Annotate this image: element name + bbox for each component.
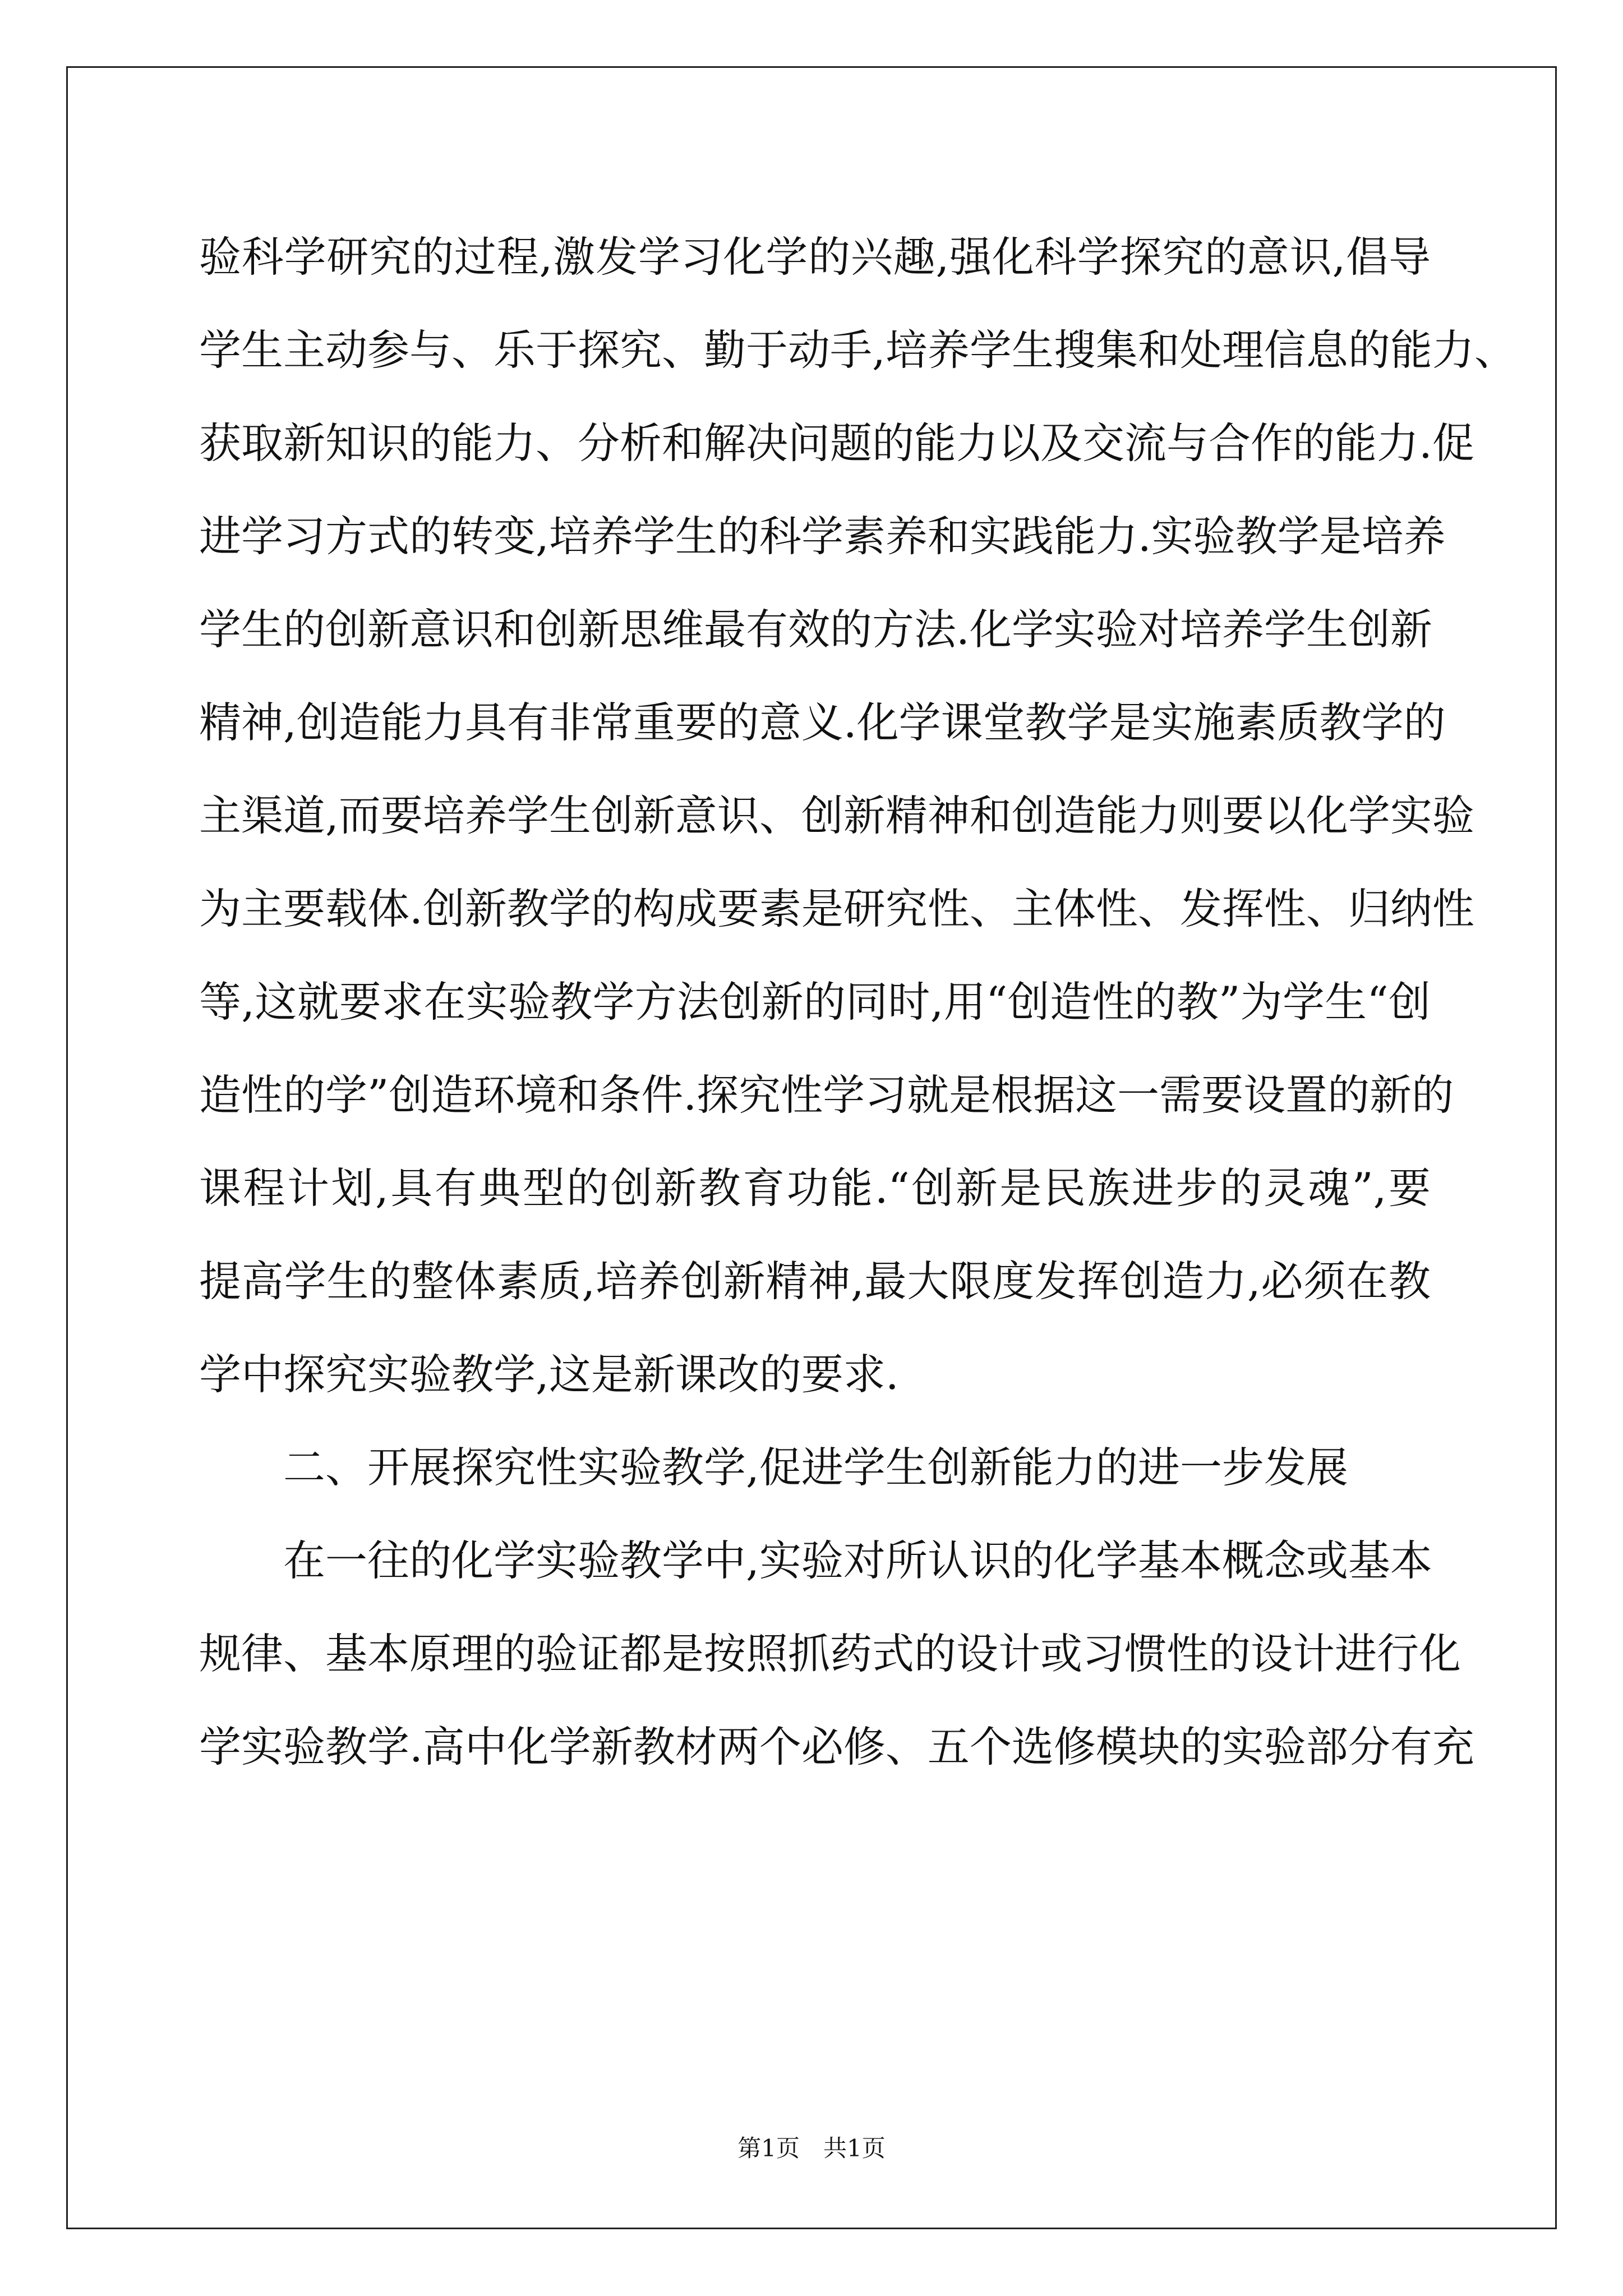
document-body	[199, 210, 1516, 1793]
section-heading: 二、开展探究性实验教学,促进学生创新能力的进一步发展	[283, 1443, 1348, 1492]
body-line: 学中探究实验教学,这是新课改的要求.	[199, 1350, 899, 1399]
body-line: 进学习方式的转变,培养学生的科学素养和实践能力.实验教学是培养	[199, 512, 1446, 561]
body-line: 学实验教学.高中化学新教材两个必修、五个选修模块的实验部分有充	[199, 1722, 1474, 1772]
body-line: 规律、基本原理的验证都是按照抓药式的设计或习惯性的设计进行化	[199, 1629, 1461, 1678]
body-line: 获取新知识的能力、分析和解决问题的能力以及交流与合作的能力.促	[199, 418, 1474, 468]
page-number-footer: 第1页 共1页	[737, 2134, 886, 2162]
body-line: 提高学生的整体素质,培养创新精神,最大限度发挥创造力,必须在教	[199, 1257, 1431, 1306]
body-line: 学生主动参与、乐于探究、勤于动手,培养学生搜集和处理信息的能力、	[199, 325, 1516, 375]
body-line: 学生的创新意识和创新思维最有效的方法.化学实验对培养学生创新	[199, 605, 1432, 654]
body-line: 等,这就要求在实验教学方法创新的同时,用“创造性的教”为学生“创	[199, 977, 1431, 1027]
body-line: 为主要载体.创新教学的构成要素是研究性、主体性、发挥性、归纳性	[199, 884, 1474, 933]
body-line: 精神,创造能力具有非常重要的意义.化学课堂教学是实施素质教学的	[199, 698, 1446, 747]
body-line: 在一往的化学实验教学中,实验对所认识的化学基本概念或基本	[283, 1536, 1432, 1585]
body-line: 课程计划,具有典型的创新教育功能.“创新是民族进步的灵魂”,要	[199, 1163, 1431, 1213]
body-line: 主渠道,而要培养学生创新意识、创新精神和创造能力则要以化学实验	[199, 791, 1474, 840]
body-line: 验科学研究的过程,激发学习化学的兴趣,强化科学探究的意识,倡导	[199, 232, 1431, 282]
body-line: 造性的学”创造环境和条件.探究性学习就是根据这一需要设置的新的	[199, 1070, 1454, 1120]
